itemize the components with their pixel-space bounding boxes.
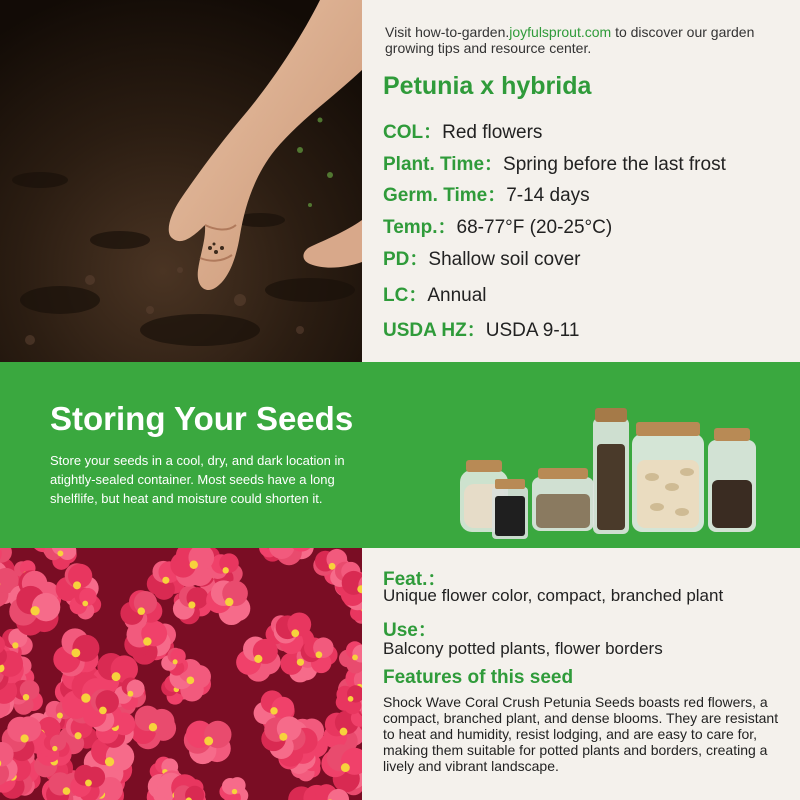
spec-planting-time — [383, 149, 726, 176]
storing-text: Store your seeds in a cool, dry, and dark location in atightly-sealed container. Most seeds have a long shelflife, but heat and moisture could shorten it. — [50, 453, 345, 506]
spec-life-cycle — [383, 280, 487, 307]
spec-key: USDA HZ： — [383, 320, 486, 341]
spec-color — [383, 117, 542, 144]
petunia-flowers-illustration — [0, 548, 362, 800]
spec-value: 68-77°F (20-25°C) — [456, 217, 613, 238]
visit-suffix: to discover our garden growing tips and resource center. — [385, 24, 755, 56]
soil-hand-illustration — [0, 0, 362, 362]
spec-value: Shallow soil cover — [428, 249, 581, 270]
spec-planting-depth — [383, 244, 580, 271]
spec-key: LC： — [383, 285, 428, 306]
spec-temperature — [383, 212, 612, 239]
spec-germination-time — [383, 180, 590, 207]
jar-pumpkin-seeds — [632, 422, 704, 532]
spec-key: Temp.： — [383, 217, 457, 238]
spec-value: 7-14 days — [506, 185, 590, 206]
jar-black-seeds — [492, 479, 528, 539]
spec-key: PD： — [383, 249, 429, 270]
plant-info-panel — [362, 0, 800, 362]
spec-value: Red flowers — [442, 122, 543, 143]
feat-label: Feat.： — [383, 569, 447, 590]
storing-seeds-banner — [0, 362, 800, 548]
features-panel — [362, 548, 800, 800]
spec-key: Germ. Time： — [383, 185, 507, 206]
visit-prefix: Visit how-to-garden. — [385, 24, 510, 40]
seed-jars-illustration — [452, 382, 762, 544]
spec-value: USDA 9-11 — [485, 320, 580, 341]
spec-value: Spring before the last frost — [503, 154, 726, 175]
spec-usda-zone — [383, 315, 579, 342]
spec-key: COL： — [383, 122, 443, 143]
jar-fine-seeds — [532, 468, 594, 531]
species-name: Petunia x hybrida — [383, 72, 592, 100]
petunia-flowers-photo — [0, 548, 362, 800]
use-value: Balcony potted plants, flower borders — [383, 639, 663, 658]
visit-notice — [385, 24, 785, 56]
seed-features-title: Features of this seed — [383, 667, 574, 688]
top-section — [0, 0, 800, 362]
feat-value: Unique flower color, compact, branched plant — [383, 586, 724, 605]
storing-title: Storing Your Seeds — [50, 400, 354, 437]
use-label: Use： — [383, 620, 437, 641]
spec-key: Plant. Time： — [383, 154, 504, 175]
website-link[interactable]: joyfulsprout.com — [509, 24, 612, 40]
seed-features-description: Shock Wave Coral Crush Petunia Seeds boasts red flowers, a compact, branched plant, and dense blooms. They are resistant to heat and humidity, resist lodging, and are easy to care for, making them suitable for potted plants and borders, creating a lively and vibrant landscape. — [383, 694, 779, 774]
spec-value: Annual — [427, 285, 487, 306]
jar-mixed-seeds — [708, 428, 756, 532]
soil-hand-photo — [0, 0, 362, 362]
jar-tall-dark-seeds — [593, 408, 629, 534]
